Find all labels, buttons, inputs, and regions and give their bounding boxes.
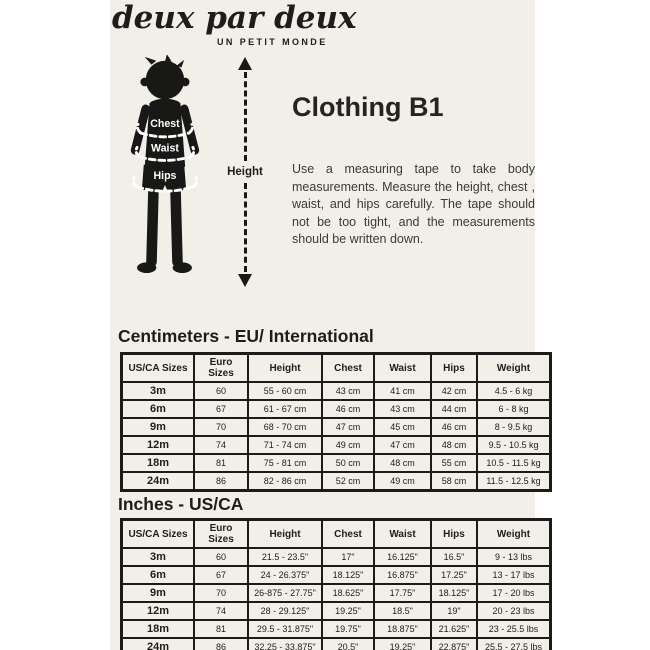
value-cell: 43 cm [374, 400, 431, 418]
value-cell: 18.625" [322, 584, 374, 602]
value-cell: 46 cm [431, 418, 477, 436]
table-row [122, 436, 551, 454]
size-cell: 12m [122, 602, 195, 620]
value-cell: 19" [431, 602, 477, 620]
column-header: Euro Sizes [194, 520, 248, 549]
table-row [122, 638, 551, 650]
section-heading-inches: Inches - US/CA [118, 494, 244, 514]
value-cell: 68 - 70 cm [248, 418, 322, 436]
size-cell: 6m [122, 566, 195, 584]
value-cell: 18.125" [431, 584, 477, 602]
value-cell: 49 cm [374, 472, 431, 491]
value-cell: 58 cm [431, 472, 477, 491]
value-cell: 61 - 67 cm [248, 400, 322, 418]
value-cell: 47 cm [322, 418, 374, 436]
value-cell: 24 - 26.375" [248, 566, 322, 584]
table-row [122, 620, 551, 638]
measurement-diagram [118, 55, 288, 290]
height-dashed-line-bottom [244, 183, 247, 272]
column-header: Height [248, 354, 322, 383]
table-row [122, 602, 551, 620]
value-cell: 47 cm [374, 436, 431, 454]
value-cell: 45 cm [374, 418, 431, 436]
value-cell: 81 [194, 620, 248, 638]
column-header: Hips [431, 354, 477, 383]
value-cell: 23 - 25.5 lbs [477, 620, 551, 638]
value-cell: 44 cm [431, 400, 477, 418]
value-cell: 70 [194, 418, 248, 436]
value-cell: 42 cm [431, 382, 477, 400]
value-cell: 74 [194, 602, 248, 620]
value-cell: 32.25 - 33.875" [248, 638, 322, 650]
hips-label: Hips [153, 170, 177, 183]
value-cell: 86 [194, 638, 248, 650]
brand-tagline: UN PETIT MONDE [217, 37, 328, 47]
value-cell: 17" [322, 548, 374, 566]
table-row [122, 454, 551, 472]
centimeters-table [120, 352, 552, 492]
size-cell: 18m [122, 620, 195, 638]
arrow-up-icon [238, 57, 252, 70]
intro-paragraph: Use a measuring tape to take body measurements. Measure the height, chest , waist, and hips carefully. The tape should not be too tight, and the measurements should be written down. [292, 162, 535, 247]
chest-label: Chest [150, 118, 180, 131]
value-cell: 43 cm [322, 382, 374, 400]
value-cell: 18.125" [322, 566, 374, 584]
value-cell: 4.5 - 6 kg [477, 382, 551, 400]
value-cell: 19.25" [322, 602, 374, 620]
column-header: Waist [374, 354, 431, 383]
value-cell: 6 - 8 kg [477, 400, 551, 418]
value-cell: 21.625" [431, 620, 477, 638]
value-cell: 29.5 - 31.875" [248, 620, 322, 638]
section-heading-centimeters: Centimeters - EU/ International [118, 326, 374, 346]
value-cell: 16.125" [374, 548, 431, 566]
value-cell: 71 - 74 cm [248, 436, 322, 454]
waist-label: Waist [151, 142, 179, 155]
value-cell: 18.5" [374, 602, 431, 620]
arrow-down-icon [238, 274, 252, 287]
value-cell: 81 [194, 454, 248, 472]
table-row [122, 400, 551, 418]
child-silhouette-icon [120, 55, 208, 286]
table-row [122, 548, 551, 566]
value-cell: 21.5 - 23.5" [248, 548, 322, 566]
value-cell: 60 [194, 548, 248, 566]
value-cell: 55 cm [431, 454, 477, 472]
height-dashed-line-top [244, 72, 247, 161]
size-cell: 3m [122, 548, 195, 566]
intro-section [292, 92, 537, 249]
value-cell: 17 - 20 lbs [477, 584, 551, 602]
value-cell: 41 cm [374, 382, 431, 400]
size-cell: 6m [122, 400, 195, 418]
header-row [122, 520, 551, 549]
table-row [122, 418, 551, 436]
table-row [122, 566, 551, 584]
value-cell: 60 [194, 382, 248, 400]
size-cell: 9m [122, 584, 195, 602]
value-cell: 8 - 9.5 kg [477, 418, 551, 436]
height-label: Height [227, 166, 263, 178]
value-cell: 22.875" [431, 638, 477, 650]
header-row [122, 354, 551, 383]
column-header: Weight [477, 520, 551, 549]
value-cell: 20 - 23 lbs [477, 602, 551, 620]
size-cell: 24m [122, 472, 195, 491]
value-cell: 19.25" [374, 638, 431, 650]
value-cell: 67 [194, 400, 248, 418]
value-cell: 70 [194, 584, 248, 602]
value-cell: 86 [194, 472, 248, 491]
column-header: Weight [477, 354, 551, 383]
value-cell: 19.75" [322, 620, 374, 638]
value-cell: 28 - 29.125" [248, 602, 322, 620]
value-cell: 17.25" [431, 566, 477, 584]
centimeters-table-head [122, 354, 551, 383]
size-cell: 24m [122, 638, 195, 650]
value-cell: 48 cm [431, 436, 477, 454]
value-cell: 20.5" [322, 638, 374, 650]
inches-table-body [122, 548, 551, 650]
column-header: Waist [374, 520, 431, 549]
value-cell: 50 cm [322, 454, 374, 472]
column-header: US/CA Sizes [122, 520, 195, 549]
value-cell: 9 - 13 lbs [477, 548, 551, 566]
value-cell: 18.875" [374, 620, 431, 638]
inches-table [120, 518, 552, 650]
value-cell: 16.5" [431, 548, 477, 566]
size-cell: 18m [122, 454, 195, 472]
table-row [122, 472, 551, 491]
size-cell: 9m [122, 418, 195, 436]
column-header: Chest [322, 520, 374, 549]
value-cell: 11.5 - 12.5 kg [477, 472, 551, 491]
column-header: Chest [322, 354, 374, 383]
column-header: Height [248, 520, 322, 549]
column-header: Euro Sizes [194, 354, 248, 383]
table-row [122, 584, 551, 602]
page-title: Clothing B1 [292, 92, 444, 122]
value-cell: 48 cm [374, 454, 431, 472]
table-row [122, 382, 551, 400]
centimeters-table-body [122, 382, 551, 491]
value-cell: 49 cm [322, 436, 374, 454]
size-cell: 3m [122, 382, 195, 400]
value-cell: 74 [194, 436, 248, 454]
value-cell: 10.5 - 11.5 kg [477, 454, 551, 472]
value-cell: 9.5 - 10.5 kg [477, 436, 551, 454]
column-header: Hips [431, 520, 477, 549]
value-cell: 82 - 86 cm [248, 472, 322, 491]
value-cell: 46 cm [322, 400, 374, 418]
value-cell: 26-875 - 27.75" [248, 584, 322, 602]
value-cell: 17.75" [374, 584, 431, 602]
value-cell: 55 - 60 cm [248, 382, 322, 400]
brand-logo [110, 0, 355, 52]
value-cell: 52 cm [322, 472, 374, 491]
size-cell: 12m [122, 436, 195, 454]
inches-table-head [122, 520, 551, 549]
size-chart-page [110, 0, 543, 650]
value-cell: 16.875" [374, 566, 431, 584]
value-cell: 13 - 17 lbs [477, 566, 551, 584]
value-cell: 67 [194, 566, 248, 584]
value-cell: 75 - 81 cm [248, 454, 322, 472]
height-arrow [222, 57, 268, 287]
brand-name: deux par deux [112, 0, 357, 36]
value-cell: 25.5 - 27.5 lbs [477, 638, 551, 650]
column-header: US/CA Sizes [122, 354, 195, 383]
